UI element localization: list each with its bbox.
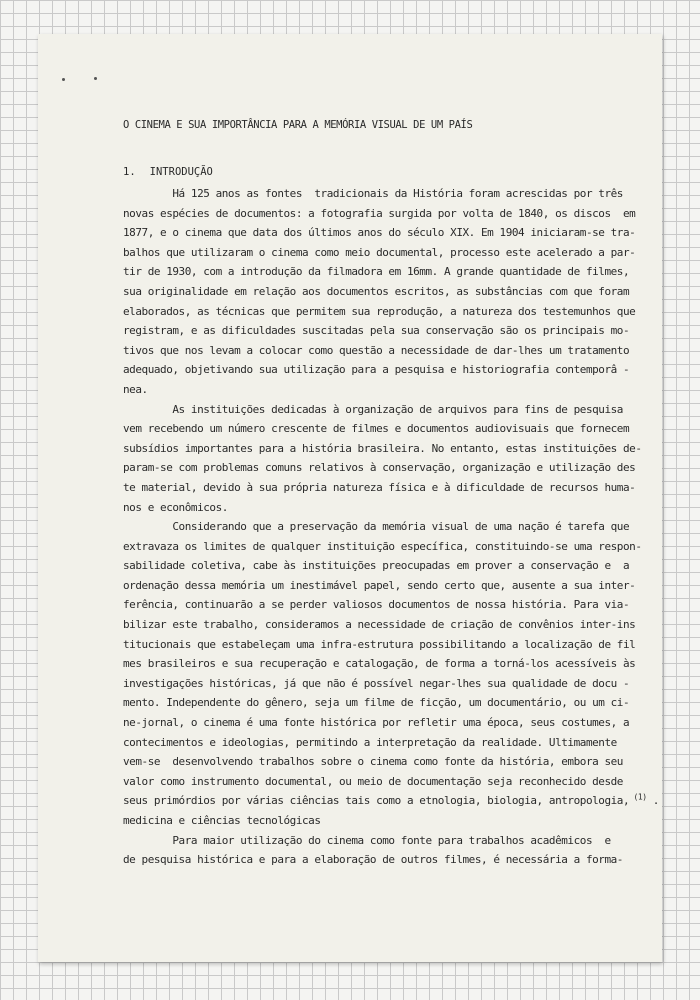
text-line: titucionais que estabeleçam uma infra-estrutura possibilitando a localização de fil: [123, 637, 636, 651]
text-line: sua originalidade em relação aos documentos escritos, as substâncias com que foram: [123, 284, 630, 298]
text-line: vem recebendo um número crescente de filmes e documentos audiovisuais que fornecem: [123, 422, 630, 436]
text-line: nea.: [123, 382, 148, 396]
text-line: 1877, e o cinema que data dos últimos anos do século XIX. Em 1904 iniciaram-se tra-: [123, 226, 636, 240]
text-line: Considerando que a preservação da memória visual de uma nação é tarefa que: [123, 520, 630, 534]
text-line: elaborados, as técnicas que permitem sua reprodução, a natureza dos testemunhos que: [123, 304, 636, 318]
text-line: te material, devido à sua própria natureza física e à dificuldade de recursos huma-: [123, 480, 636, 494]
text-line: subsídios importantes para a história brasileira. No entanto, estas instituições de-: [123, 441, 642, 455]
text-line: extravaza os limites de qualquer instituição específica, constituindo-se uma respon-: [123, 539, 642, 553]
text-line: ne-jornal, o cinema é uma fonte histórica por refletir uma época, seus costumes, a: [123, 716, 630, 730]
text-line: ordenação dessa memória um inestimável papel, sendo certo que, ausente a sua inter-: [123, 578, 636, 592]
text-line: As instituições dedicadas à organização de arquivos para fins de pesquisa: [123, 402, 623, 416]
text-line: seus primórdios por várias ciências tais como a etnologia, biologia, antropologia, $^{(1)}$ .: [123, 792, 659, 808]
text-line: mes brasileiros e sua recuperação e catalogação, de forma a torná-los acessíveis às: [123, 657, 636, 671]
punch-hole: [94, 77, 97, 80]
footnote-marker: (1): [629, 792, 647, 802]
text-line: param-se com problemas comuns relativos à conservação, organização e utilização des: [123, 461, 636, 475]
text-line: novas espécies de documentos: a fotografia surgida por volta de 1840, os discos em: [123, 206, 636, 220]
text-line: registram, e as dificuldades suscitadas pela sua conservação são os principais mo-: [123, 324, 630, 338]
text-line: mento. Independente do gênero, seja um filme de ficção, um documentário, ou um ci-: [123, 696, 630, 710]
text-line: investigações históricas, já que não é possível negar-lhes sua qualidade de docu -: [123, 676, 630, 690]
text-line: ferência, continuarão a se perder valiosos documentos de nossa história. Para via-: [123, 598, 630, 612]
document-title: O CINEMA E SUA IMPORTÂNCIA PARA A MEMÓRIA VISUAL DE UM PAÍS: [123, 119, 473, 131]
text-line: tivos que nos levam a colocar como questão a necessidade de dar-lhes um tratamento: [123, 343, 630, 357]
text-line: valor como instrumento documental, ou meio de documentação seja reconhecido desde: [123, 774, 623, 788]
punch-hole: [62, 78, 65, 81]
text-line: Há 125 anos as fontes tradicionais da História foram acrescidas por três: [123, 187, 623, 200]
section-number: 1.: [123, 166, 136, 178]
text-line: nos e econômicos.: [123, 500, 228, 514]
text-line: tir de 1930, com a introdução da filmadora em 16mm. A grande quantidade de filmes,: [123, 265, 630, 279]
text-line: balhos que utilizaram o cinema como meio documental, processo este acelerado a par-: [123, 245, 636, 259]
text-line: bilizar este trabalho, consideramos a necessidade de criação de convênios inter-ins: [123, 618, 636, 632]
text-line: de pesquisa histórica e para a elaboração de outros filmes, é necessária a forma-: [123, 853, 623, 867]
text-line: vem-se desenvolvendo trabalhos sobre o cinema como fonte da história, embora seu: [123, 755, 623, 769]
section-heading: [123, 166, 227, 178]
body-text: [123, 184, 659, 870]
text-line: adequado, objetivando sua utilização para a pesquisa e historiografia contemporâ -: [123, 363, 630, 377]
text-line: sabilidade coletiva, cabe às instituições preocupadas em prover a conservação e a: [123, 559, 630, 573]
text-line: medicina e ciências tecnológicas: [123, 814, 321, 827]
footnote-suffix: .: [646, 794, 659, 808]
document-page: [38, 34, 662, 962]
section-title: INTRODUÇÃO: [149, 166, 213, 178]
text-line: contecimentos e ideologias, permitindo a interpretação da realidade. Ultimamente: [123, 735, 617, 749]
text-line: Para maior utilização do cinema como fonte para trabalhos acadêmicos e: [123, 833, 611, 847]
